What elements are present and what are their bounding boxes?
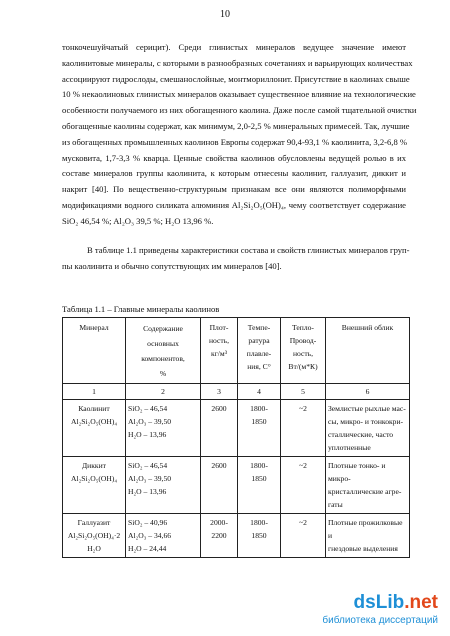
cell-line: кристаллические агре- [328,487,402,496]
cell-line: компонентов, [141,354,185,363]
cell-line: Al₂O₃ – 39,50 [128,417,172,426]
cell-line: Каолинит [78,404,110,413]
cell-composition [126,457,201,514]
body-paragraph-2 [62,243,410,275]
cell-appearance [326,457,410,514]
cell-line: SiO₂ – 40,96 [128,518,168,527]
cell-line: Al₂Si₂O₅(OH)₄ [70,474,118,483]
text-line: тонкочешуйчатый серицит). Среди глинистых минералов ведущее значение имеют [62,42,406,52]
cell-line: 1850 [251,474,267,483]
cell-line: ния, С° [247,362,271,371]
cell-line: Вт/(м*К) [288,362,318,371]
watermark-logo: dsLib.net [353,592,438,613]
cell-line: 1800- [250,518,268,527]
cell-line: Плотные тонко- и микро- [328,461,386,483]
cell-conductivity: ~2 [281,457,326,514]
page-number: 10 [220,9,230,20]
cell-line: сы, микро- и тонкокри- [328,417,404,426]
column-header [281,318,326,384]
cell-line: H₂O – 13,96 [128,430,167,439]
cell-line: Содержание [143,324,183,333]
column-number: 3 [201,384,238,400]
watermark-subtitle: библиотека диссертаций [322,615,438,626]
cell-line: Al₂Si₂O₅(OH)₄·2 [67,531,121,540]
cell-line: Плот- [209,323,229,332]
cell-line: Плотные прожилковые и [328,518,403,540]
dslib-watermark [288,592,438,630]
cell-line: H₂O – 24,44 [128,544,167,553]
column-header [201,318,238,384]
minerals-table [62,317,410,558]
cell-line: Тепло- [292,323,314,332]
cell-line: Темпе- [247,323,271,332]
text-line: пы каолинита и обычно сопутствующих им минералов [40]. [62,260,282,271]
cell-line: Внешний облик [341,323,394,332]
cell-line: сталлические, часто [328,430,394,439]
cell-line: SiO₂ – 46,54 [128,461,168,470]
cell-line: Минерал [79,323,109,332]
column-number-row [63,384,410,400]
column-number: 5 [281,384,326,400]
table-row [63,400,410,457]
column-number: 6 [326,384,410,400]
cell-appearance [326,514,410,558]
cell-line: Al₂O₃ – 39,50 [128,474,172,483]
cell-mineral [63,400,126,457]
cell-melting [238,400,281,457]
cell-density [201,514,238,558]
table-caption: Таблица 1.1 – Главные минералы каолинов [62,304,220,314]
cell-line: ность, [208,336,230,345]
cell-melting [238,457,281,514]
cell-line: 2200 [211,531,227,540]
cell-line: SiO₂ – 46,54 [128,404,168,413]
text-line: особенности получаемого из них обогащенного каолина. Даже после самой тщательной очистки [62,105,417,116]
cell-density [201,400,238,457]
text-line: обогащенные каолины содержат, как минимум, 2,0-2,5 % минеральных примесей. Так, лучшие [62,120,410,131]
cell-line: ратура [248,336,270,345]
cell-density [201,457,238,514]
cell-mineral [63,514,126,558]
text-line: составе минералов группы каолинита, к которым отнесены каолинит, галлуазит, диккит и [62,168,406,179]
cell-line: 2600 [211,461,227,470]
cell-line: ность, [292,349,314,358]
cell-line: 2600 [211,404,227,413]
cell-conductivity: ~2 [281,400,326,457]
cell-line: 1800- [250,461,268,470]
cell-line: Al₂Si₂O₅(OH)₄ [70,417,118,426]
cell-line: Землистые рыхлые мас- [328,404,406,413]
cell-line: основных [147,339,179,348]
cell-line: кг/м³ [211,349,227,358]
text-line: мусковита, 1,7-3,3 % кварца. Ценные свойства каолинов обусловлены ведущей ролью в их [62,152,406,163]
cell-line: Al₂O₃ – 34,66 [128,531,172,540]
text-line: из обогащенных промышленных каолинов Европы содержат 90,4-93,1 % каолинита, 3,2-6,8 % [62,136,408,147]
text-line: 10 % некаолиновых глинистых минералов оказывает существенное влияние на технологические [62,89,416,100]
column-number: 2 [126,384,201,400]
column-number: 4 [238,384,281,400]
cell-line: Галлуазит [77,518,111,527]
cell-composition [126,514,201,558]
cell-line: уплотненные [328,443,371,452]
column-header [126,318,201,384]
cell-line: Провод- [289,336,317,345]
cell-conductivity: ~2 [281,514,326,558]
column-number: 1 [63,384,126,400]
cell-composition [126,400,201,457]
table-header-row [63,318,410,384]
cell-melting [238,514,281,558]
text-line: ассоциируют гидрослоды, смешанослойные, монтмориллонит. Присутствие в каолинах свыше [62,73,410,84]
cell-line: 2000- [210,518,228,527]
cell-line: гаты [328,500,343,509]
column-header [238,318,281,384]
cell-line: H₂O [87,544,101,553]
column-header [63,318,126,384]
cell-line: % [159,369,167,378]
text-line: модификациями водного силиката алюминия Al₂Si₂O₅(OH)₄, чему соответствует содержание [62,199,406,210]
cell-appearance [326,400,410,457]
text-line: SiO₂ 46,54 %; Al₂O₃ 39,5 %; H₂O 13,96 %. [62,215,214,226]
cell-line: 1800- [250,404,268,413]
cell-line: 1850 [251,531,267,540]
cell-line: 1850 [251,417,267,426]
cell-line: Диккит [81,461,106,470]
cell-line: плавле- [246,349,272,358]
column-header [326,318,410,384]
cell-line: H₂O – 13,96 [128,487,167,496]
table-row [63,457,410,514]
cell-line: гнездовые выделения [328,544,398,553]
table-row [63,514,410,558]
text-line: накрит [40]. По вещественно-структурным признакам все они являются полиморфными [62,184,406,195]
cell-mineral [63,457,126,514]
text-line: В таблице 1.1 приведены характеристики состава и свойств глинистых минералов груп- [87,245,410,255]
text-line: каолинитовые минералы, с которыми в разнообразных сочетаниях и варьирующих количествах [62,57,413,68]
body-paragraph-1 [62,40,417,230]
